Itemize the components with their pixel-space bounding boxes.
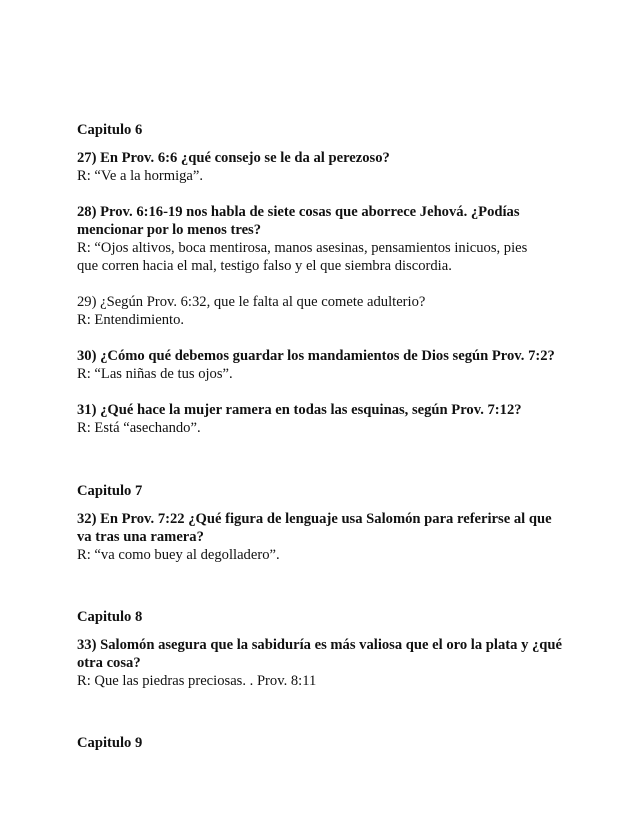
answer-31: R: Está “asechando”. [77, 420, 201, 436]
answer-29: R: Entendimiento. [77, 312, 185, 328]
question-29: 29) ¿Según Prov. 6:32, que le falta al que comete adulterio? [77, 294, 426, 310]
question-33-line-1: 33) Salomón asegura que la sabiduría es más valiosa que el oro la plata y ¿qué [77, 637, 563, 653]
question-33-line-2: otra cosa? [77, 655, 141, 671]
question-30: 30) ¿Cómo qué debemos guardar los mandamientos de Dios según Prov. 7:2? [77, 348, 555, 364]
question-28-line-2: mencionar por lo menos tres? [77, 222, 262, 238]
answer-32: R: “va como buey al degolladero”. [77, 547, 280, 563]
answer-30: R: “Las niñas de tus ojos”. [77, 366, 233, 382]
answer-28-line-1: R: “Ojos altivos, boca mentirosa, manos asesinas, pensamientos inicuos, pies [77, 240, 528, 256]
answer-27: R: “Ve a la hormiga”. [77, 168, 204, 184]
answer-33: R: Que las piedras preciosas. . Prov. 8:11 [77, 673, 317, 689]
question-28-line-1: 28) Prov. 6:16-19 nos habla de siete cosas que aborrece Jehová. ¿Podías [77, 204, 520, 220]
question-32-line-1: 32) En Prov. 7:22 ¿Qué figura de lenguaje usa Salomón para referirse al que [77, 511, 552, 527]
question-32-line-2: va tras una ramera? [77, 529, 204, 545]
answer-28-line-2: que corren hacia el mal, testigo falso y el que siembra discordia. [77, 258, 452, 274]
chapter-9-heading: Capitulo 9 [77, 735, 143, 751]
chapter-7-heading: Capitulo 7 [77, 483, 143, 499]
chapter-6-heading: Capitulo 6 [77, 122, 143, 138]
question-31: 31) ¿Qué hace la mujer ramera en todas las esquinas, según Prov. 7:12? [77, 402, 522, 418]
question-27: 27) En Prov. 6:6 ¿qué consejo se le da al perezoso? [77, 150, 390, 166]
chapter-8-heading: Capitulo 8 [77, 609, 143, 625]
